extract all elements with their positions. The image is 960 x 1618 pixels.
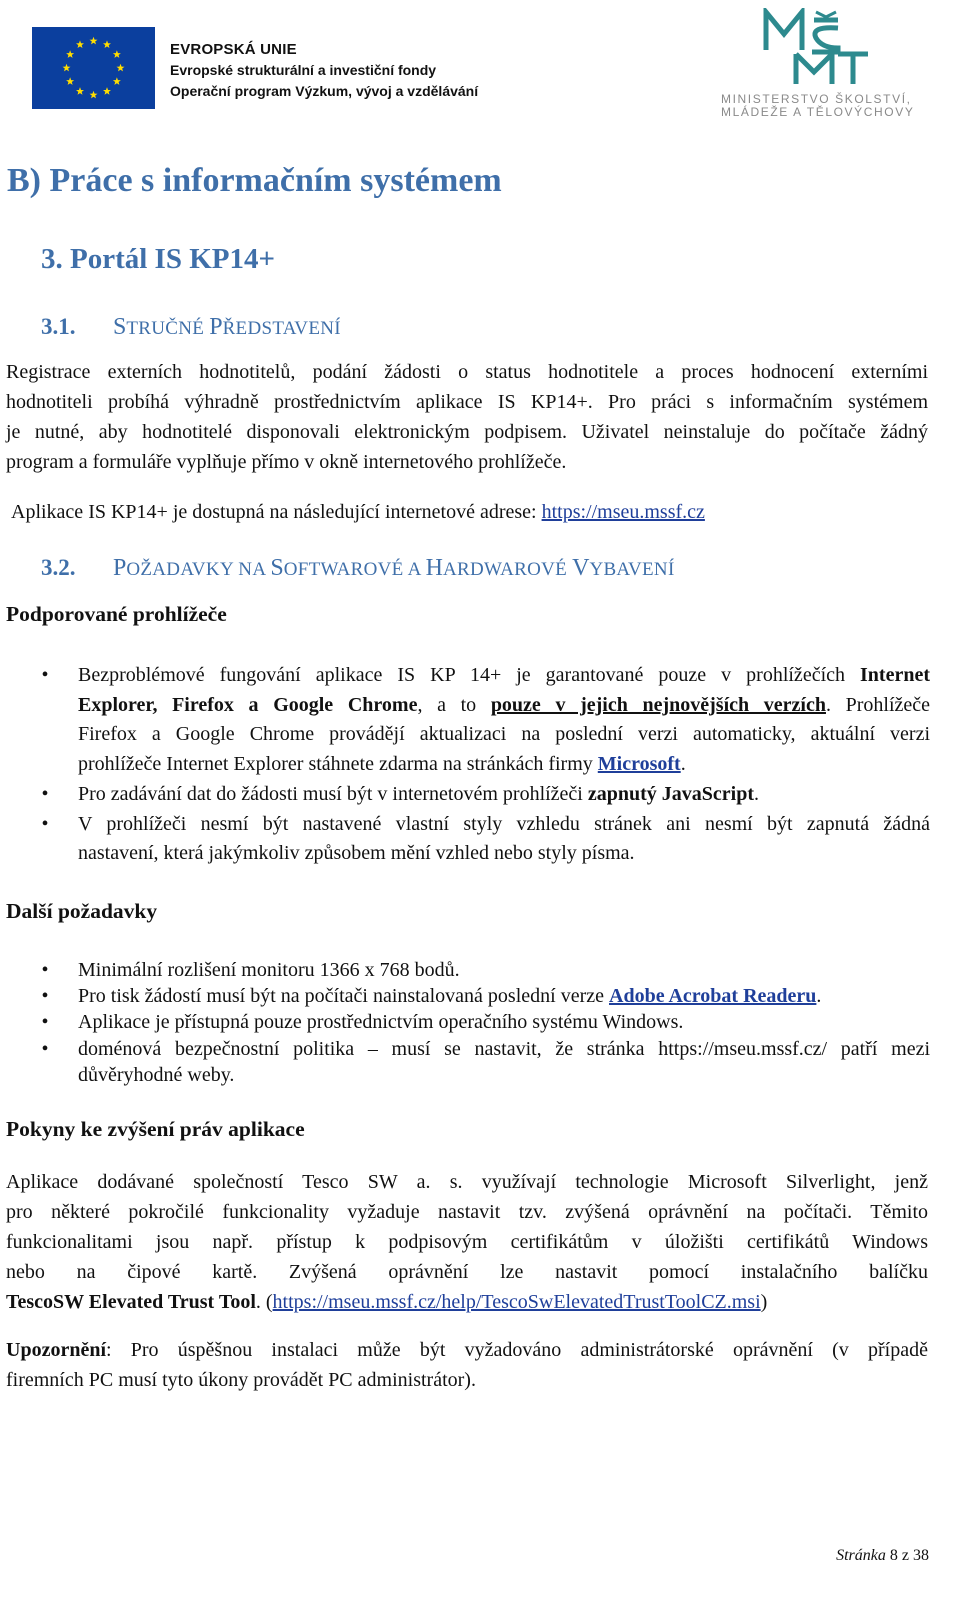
msmt-logo-line1: MINISTERSTVO ŠKOLSTVÍ,	[721, 92, 912, 106]
other-requirements-heading: Další požadavky	[6, 899, 158, 923]
microsoft-link[interactable]: Microsoft	[597, 753, 681, 776]
eu-logo-line2: Evropské strukturální a investiční fondy	[170, 62, 437, 78]
bullet-icon: •	[41, 664, 49, 686]
paragraph-line: TescoSW Elevated Trust Tool. (https://mseu.mssf.cz/help/TescoSwElevatedTrustToolCZ.msi)	[6, 1291, 768, 1313]
eu-star-icon	[90, 91, 98, 99]
msmt-logo	[715, 8, 945, 118]
eu-star-icon	[66, 50, 74, 58]
paragraph-line: Aplikace dodávané společností Tesco SW a. s. využívají technologie Microsoft Silverlight, jenž	[6, 1171, 928, 1193]
eu-flag-logo	[32, 27, 155, 109]
paragraph-line: program a formuláře vyplňuje přímo v okně internetového prohlížeče.	[6, 451, 567, 473]
browsers-list	[0, 661, 930, 869]
eu-logo-line3: Operační program Výzkum, vývoj a vzdělávání	[170, 83, 479, 99]
page-number: Stránka 8 z 38	[836, 1547, 929, 1564]
paragraph-line: Upozornění: Pro úspěšnou instalaci může být vyžadováno administrátorské oprávnění (v případě	[6, 1339, 928, 1361]
intro-paragraph	[6, 357, 928, 477]
eu-star-icon	[63, 64, 71, 72]
section-heading-3-2: 3.2. POŽADAVKY NA SOFTWAROVÉ A HARDWAROVÉ VYBAVENÍ	[41, 555, 675, 581]
msmt-mark-icon	[760, 8, 870, 88]
bullet-icon: •	[41, 782, 49, 805]
bullet-icon: •	[41, 985, 49, 1008]
rights-paragraph	[6, 1167, 928, 1317]
trust-tool-link[interactable]: https://mseu.mssf.cz/help/TescoSwElevatedTrustToolCZ.msi	[272, 1291, 761, 1313]
bullet-icon: •	[41, 812, 49, 835]
eu-logo-line1: EVROPSKÁ UNIE	[170, 41, 297, 58]
list-item: • V prohlížeči nesmí být nastavené vlastní styly vzhledu stránek ani nesmí být zapnutá žádná nastavení, která jakýmkoliv způsobem mění vzhled nebo styly písma.	[0, 810, 930, 869]
warning-paragraph	[6, 1335, 928, 1395]
paragraph-line: firemních PC musí tyto úkony provádět PC administrátor).	[6, 1369, 476, 1391]
eu-star-icon	[117, 64, 125, 72]
paragraph-line: pro některé pokročilé funkcionality vyžaduje nastavit tzv. zvýšená oprávnění na počítači. Těmito	[6, 1201, 928, 1223]
warning-label: Upozornění	[6, 1339, 106, 1361]
address-text: Aplikace IS KP14+ je dostupná na následující internetové adrese:	[11, 501, 542, 523]
paragraph-line: Registrace externích hodnotitelů, podání žádosti o status hodnotitele a proces hodnocení externími	[6, 361, 928, 383]
list-item: • Bezproblémové fungování aplikace IS KP 14+ je garantované pouze v prohlížečích Internet Explorer, Firefox a Google Chrome, a to pouze v jejich nejnovějších verzích. Prohlížeče Firefox a Google Chrome provádějí aktualizaci na poslední verzi automaticky, aktuální verzi prohlížeče Internet Explorer stáhnete zdarma na stránkách firmy Microsoft.	[0, 661, 930, 780]
list-item: • Minimální rozlišení monitoru 1366 x 768 bodů.	[0, 957, 930, 983]
other-requirements-list	[0, 957, 930, 1088]
list-item: • doménová bezpečnostní politika – musí se nastavit, že stránka https://mseu.mssf.cz/ patří mezi důvěryhodné weby.	[41, 1037, 930, 1086]
paragraph-line: nebo na čipové kartě. Zvýšená oprávnění lze nastavit pomocí instalačního balíčku	[6, 1261, 928, 1283]
eu-star-icon	[76, 87, 84, 95]
chapter-heading: 3. Portál IS KP14+	[41, 243, 276, 275]
list-item: • Pro zadávání dat do žádosti musí být v internetovém prohlížeči zapnutý JavaScript.	[0, 780, 930, 810]
eu-star-icon	[76, 40, 84, 48]
section-number: 3.2.	[41, 555, 76, 580]
eu-star-icon	[113, 50, 121, 58]
msmt-logo-line2: MLÁDEŽE A TĚLOVÝCHOVY	[721, 105, 915, 119]
bullet-icon: •	[41, 1037, 49, 1060]
eu-stars-icon	[32, 27, 155, 109]
rights-heading: Pokyny ke zvýšení práv aplikace	[6, 1117, 305, 1141]
browsers-heading: Podporované prohlížeče	[6, 602, 227, 626]
bullet-icon: •	[41, 1011, 49, 1034]
eu-star-icon	[90, 37, 98, 45]
bullet-icon: •	[41, 959, 49, 981]
paragraph-line: je nutné, aby hodnotitelé disponovali elektronickým podpisem. Uživatel neinstaluje do počítače žádný	[6, 421, 928, 443]
eu-star-icon	[66, 77, 74, 85]
section-heading-3-1: 3.1. STRUČNÉ PŘEDSTAVENÍ	[41, 314, 341, 340]
list-item: • Aplikace je přístupná pouze prostřednictvím operačního systému Windows.	[0, 1009, 930, 1035]
paragraph-line: hodnotiteli probíhá výhradně prostřednictvím aplikace IS KP14+. Pro práci s informačním systémem	[6, 391, 928, 413]
section-number: 3.1.	[41, 314, 76, 339]
paragraph-line: funkcionalitami jsou např. přístup k podpisovým certifikátům v úložišti certifikátů Windows	[6, 1231, 928, 1253]
eu-star-icon	[103, 87, 111, 95]
address-paragraph	[11, 497, 933, 527]
page-title: B) Práce s informačním systémem	[7, 162, 502, 199]
eu-star-icon	[113, 77, 121, 85]
eu-star-icon	[103, 40, 111, 48]
list-item: • Pro tisk žádostí musí být na počítači nainstalovaná poslední verze Adobe Acrobat Readeru.	[0, 983, 930, 1009]
eu-logo-text	[170, 39, 478, 102]
mseu-link[interactable]: https://mseu.mssf.cz	[541, 501, 705, 523]
adobe-reader-link[interactable]: Adobe Acrobat Readeru	[609, 985, 817, 1008]
